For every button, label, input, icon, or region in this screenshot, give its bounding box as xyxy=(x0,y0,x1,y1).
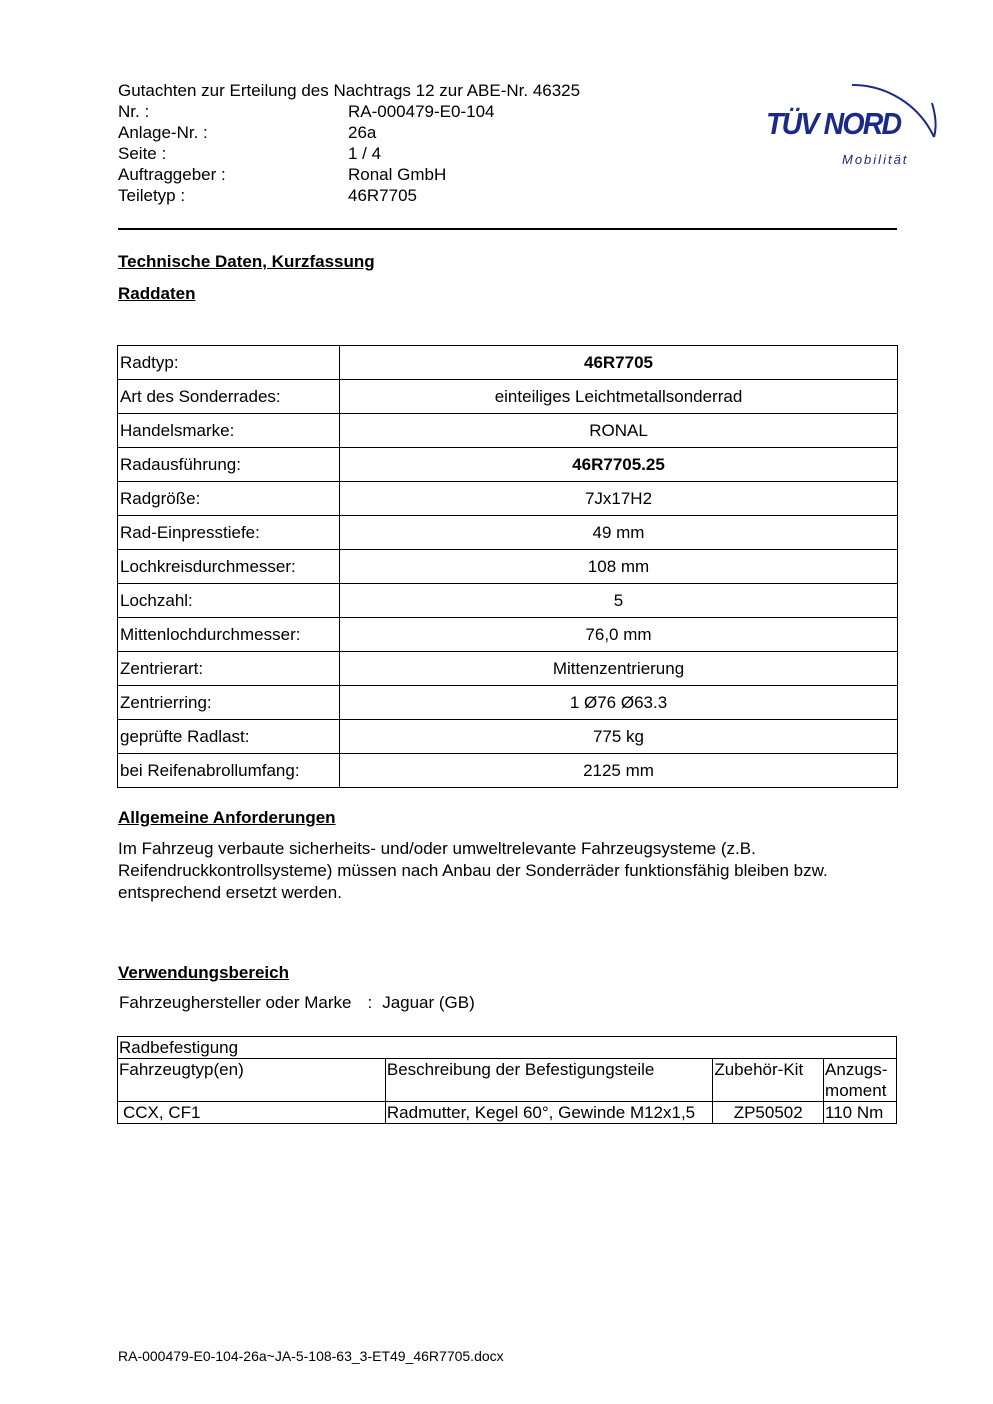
spec-label: Radgröße: xyxy=(118,482,340,516)
spec-label: Radausführung: xyxy=(118,448,340,482)
spec-value: 5 xyxy=(340,584,898,618)
table-row xyxy=(118,346,898,380)
report-title: Gutachten zur Erteilung des Nachtrags 12 zur ABE-Nr. 46325 xyxy=(118,81,581,100)
cell-zubehoer-kit: ZP50502 xyxy=(713,1102,824,1124)
cell-fahrzeugtyp: CCX, CF1 xyxy=(118,1102,386,1124)
tuv-nord-logo xyxy=(760,55,950,175)
table-row xyxy=(118,448,898,482)
table-row xyxy=(118,652,898,686)
heading-raddaten: Raddaten xyxy=(118,284,196,303)
spec-value: einteiliges Leichtmetallsonderrad xyxy=(340,380,898,414)
table-header-row xyxy=(118,1059,897,1102)
header-divider xyxy=(118,228,897,230)
manufacturer-value: Jaguar (GB) xyxy=(382,993,475,1012)
heading-allgemeine-anforderungen: Allgemeine Anforderungen xyxy=(118,808,336,827)
spec-value: 1 Ø76 Ø63.3 xyxy=(340,686,898,720)
logo-brand: TÜV NORD xyxy=(766,106,901,141)
logo-subtitle: Mobilität xyxy=(842,152,909,167)
table-row xyxy=(118,550,898,584)
footer-filename: RA-000479-E0-104-26a~JA-5-108-63_3-ET49_46R7705.docx xyxy=(118,1348,504,1364)
cell-anzugsmoment: 110 Nm xyxy=(824,1102,897,1124)
spec-label: Mittenlochdurchmesser: xyxy=(118,618,340,652)
table-row xyxy=(118,516,898,550)
manufacturer-line xyxy=(119,993,475,1013)
allgemeine-anforderungen-text: Im Fahrzeug verbaute sicherheits- und/oder umweltrelevante Fahrzeugsysteme (z.B. Reifendruckkontrollsysteme) müssen nach Anbau der Sonderräder funktionsfähig bleiben bzw. entsprechend ersetzt werden. xyxy=(118,839,828,902)
header-row-teiletyp: Teiletyp : 46R7705 xyxy=(118,186,418,205)
header-row-seite: Seite : 1 / 4 xyxy=(118,144,382,163)
spec-value: 76,0 mm xyxy=(340,618,898,652)
manufacturer-label: Fahrzeughersteller oder Marke xyxy=(119,993,352,1012)
header-anzugsmoment: Anzugs- moment xyxy=(824,1059,897,1102)
spec-value: 775 kg xyxy=(340,720,898,754)
spec-value: RONAL xyxy=(340,414,898,448)
header-fahrzeugtyp: Fahrzeugtyp(en) xyxy=(118,1059,386,1102)
table-row xyxy=(118,686,898,720)
manufacturer-separator: : xyxy=(367,993,373,1012)
spec-value: 7Jx17H2 xyxy=(340,482,898,516)
heading-technische-daten: Technische Daten, Kurzfassung xyxy=(118,252,375,271)
table-row xyxy=(118,414,898,448)
spec-value: 108 mm xyxy=(340,550,898,584)
spec-value: 46R7705 xyxy=(340,346,898,380)
table-row xyxy=(118,584,898,618)
spec-value: 49 mm xyxy=(340,516,898,550)
spec-value: 46R7705.25 xyxy=(340,448,898,482)
spec-label: Radtyp: xyxy=(118,346,340,380)
table-row xyxy=(118,482,898,516)
radbefestigung-table xyxy=(117,1036,897,1124)
header-row-auftraggeber: Auftraggeber : Ronal GmbH xyxy=(118,165,447,184)
header-zubehoer-kit: Zubehör-Kit xyxy=(713,1059,824,1102)
raddaten-table xyxy=(117,345,898,788)
spec-label: Lochkreisdurchmesser: xyxy=(118,550,340,584)
table-row xyxy=(118,1102,897,1124)
heading-verwendungsbereich: Verwendungsbereich xyxy=(118,963,289,982)
table-caption-row xyxy=(118,1037,897,1059)
table-row xyxy=(118,380,898,414)
table-row xyxy=(118,754,898,788)
table-row xyxy=(118,618,898,652)
document-header xyxy=(118,80,580,206)
header-row-nr: Nr. : RA-000479-E0-104 xyxy=(118,102,495,121)
spec-label: Zentrierart: xyxy=(118,652,340,686)
spec-label: Zentrierring: xyxy=(118,686,340,720)
spec-label: Rad-Einpresstiefe: xyxy=(118,516,340,550)
radbefestigung-caption: Radbefestigung xyxy=(118,1037,897,1059)
spec-value: 2125 mm xyxy=(340,754,898,788)
header-row-anlage: Anlage-Nr. : 26a xyxy=(118,123,377,142)
table-row xyxy=(118,720,898,754)
cell-beschreibung: Radmutter, Kegel 60°, Gewinde M12x1,5 xyxy=(385,1102,712,1124)
spec-label: bei Reifenabrollumfang: xyxy=(118,754,340,788)
spec-label: Handelsmarke: xyxy=(118,414,340,448)
spec-label: Art des Sonderrades: xyxy=(118,380,340,414)
spec-label: Lochzahl: xyxy=(118,584,340,618)
spec-value: Mittenzentrierung xyxy=(340,652,898,686)
spec-label: geprüfte Radlast: xyxy=(118,720,340,754)
header-beschreibung: Beschreibung der Befestigungsteile xyxy=(385,1059,712,1102)
